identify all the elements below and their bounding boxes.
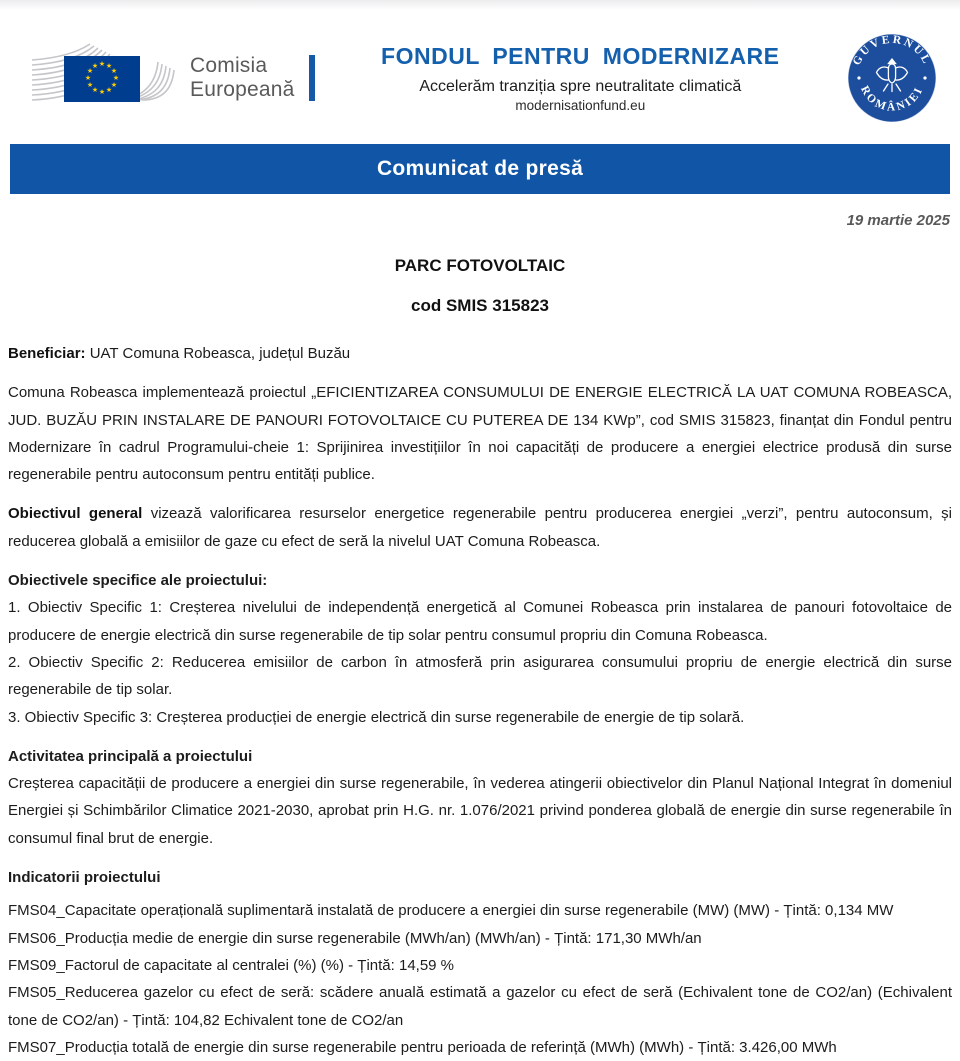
svg-text:★: ★ xyxy=(91,86,99,94)
fund-website: modernisationfund.eu xyxy=(515,98,646,113)
fund-title: FONDUL PENTRU MODERNIZARE xyxy=(381,43,780,69)
svg-text:★: ★ xyxy=(112,74,120,82)
beneficiary-value: UAT Comuna Robeasca, județul Buzău xyxy=(85,345,351,362)
svg-text:★: ★ xyxy=(105,62,113,70)
svg-text:★: ★ xyxy=(91,62,99,70)
ec-logo-line1: Comisia xyxy=(190,53,268,77)
svg-text:★: ★ xyxy=(86,81,94,89)
press-release-banner xyxy=(10,144,950,194)
date-row xyxy=(0,194,960,230)
main-activity-heading: Activitatea principală a proiectului xyxy=(8,747,253,765)
document-body xyxy=(0,340,960,1061)
indicators-heading: Indicatorii proiectului xyxy=(8,869,161,887)
main-activity-paragraph: Creșterea capacității de producere a energiei din surse regenerabile, în vederea atingerii obiectivelor din Planul Național Integrat în domeniul Energiei și Schimbărilor Climatice 2021-2030, aprobat prin H.G. nr. 1.076/2021 privind ponderea globală de energie din surse regenerabile în consumul final brut de energie. xyxy=(8,775,952,847)
general-objective-paragraph xyxy=(8,500,952,555)
svg-text:★: ★ xyxy=(98,88,106,96)
specific-objective-3: 3. Obiectiv Specific 3: Creșterea producției de energie electrică din surse regenerabile de energie de tip solară. xyxy=(8,708,745,726)
svg-text:★: ★ xyxy=(98,60,106,68)
fund-header-block xyxy=(315,43,846,113)
page-header xyxy=(0,10,960,138)
indicator-fms05: FMS05_Reducerea gazelor cu efect de seră: scădere anuală estimată a gazelor cu efect de seră (Echivalent tone de CO2/an) (Echivalent tone de CO2/an) - Țintă: 104,82 Echivalent tone de CO2/an xyxy=(8,984,952,1029)
indicator-fms06: FMS06_Producția medie de energie din surse regenerabile (MWh/an) (MWh/an) - Țintă: 171,30 MWh/an xyxy=(8,929,702,947)
specific-objectives-heading: Obiectivele specifice ale proiectului: xyxy=(8,572,268,590)
ec-flag-icon xyxy=(30,42,180,114)
svg-text:ROMÂNIEI: ROMÂNIEI xyxy=(858,84,926,114)
general-objective-text: vizează valorificarea resurselor energetice regenerabile pentru producerea energiei „verzi”, pentru autoconsum, și reducerea globală a emisiilor de gaze cu efect de seră la nivelul UAT Comuna Robeasca. xyxy=(8,505,952,550)
project-title: PARC FOTOVOLTAIC xyxy=(394,256,566,275)
romanian-government-seal-icon xyxy=(846,32,938,124)
indicator-fms04: FMS04_Capacitate operațională suplimentară instalată de producere a energiei din surse regenerabile (MW) (MW) - Țintă: 0,134 MW xyxy=(8,902,894,920)
svg-text:★: ★ xyxy=(105,86,113,94)
specific-objective-2: 2. Obiectiv Specific 2: Reducerea emisiilor de carbon în atmosferă prin asigurarea consumului propriu de energie electrică din surse regenerabile de tip solar. xyxy=(8,653,952,699)
indicator-fms09: FMS09_Factorul de capacitate al centralei (%) (%) - Țintă: 14,59 % xyxy=(8,956,455,974)
specific-objective-1: 1. Obiectiv Specific 1: Creșterea nivelului de independență energetică al Comunei Robeasca prin instalarea de panouri fotovoltaice de producere de energie electrică din surse regenerabile de tip solar pentru consumul propriu din Comuna Robeasca. xyxy=(8,599,952,644)
fund-subtitle: Accelerăm tranziția spre neutralitate climatică xyxy=(419,78,742,95)
beneficiary-line xyxy=(8,340,952,367)
svg-text:GUVERNUL: GUVERNUL xyxy=(850,33,934,68)
project-smis-code: cod SMIS 315823 xyxy=(411,296,549,315)
general-objective-label: Obiectivul general xyxy=(8,505,143,523)
svg-text:★: ★ xyxy=(84,74,92,82)
ec-logo-text xyxy=(190,54,295,102)
press-release-banner-title: Comunicat de presă xyxy=(376,157,584,180)
svg-text:★: ★ xyxy=(86,67,94,75)
svg-text:★: ★ xyxy=(110,81,118,89)
intro-paragraph: Comuna Robeasca implementează proiectul „EFICIENTIZAREA CONSUMULUI DE ENERGIE ELECTRICĂ LA UAT COMUNA ROBEASCA, JUD. BUZĂU PRIN INSTALARE DE PANOURI FOTOVOLTAICE CU PUTEREA DE 134 KWp”, cod SMIS 315823, finanțat din Fondul pentru Modernizare în cadrul Programului-cheie 1: Sprijinirea investițiilor în noi capacități de producere a energiei electrice produsă din surse regenerabile pentru autoconsum pentru entități publice. xyxy=(8,384,952,484)
page-top-fade xyxy=(0,0,960,10)
european-commission-logo xyxy=(30,42,315,114)
release-date: 19 martie 2025 xyxy=(846,212,950,229)
ec-logo-line2: Europeană xyxy=(190,78,295,101)
svg-text:★: ★ xyxy=(110,67,118,75)
beneficiary-label: Beneficiar: xyxy=(8,345,86,362)
indicator-fms07: FMS07_Producția totală de energie din surse regenerabile pentru perioada de referință (MWh) (MWh) - Țintă: 3.426,00 MWh xyxy=(8,1038,837,1056)
